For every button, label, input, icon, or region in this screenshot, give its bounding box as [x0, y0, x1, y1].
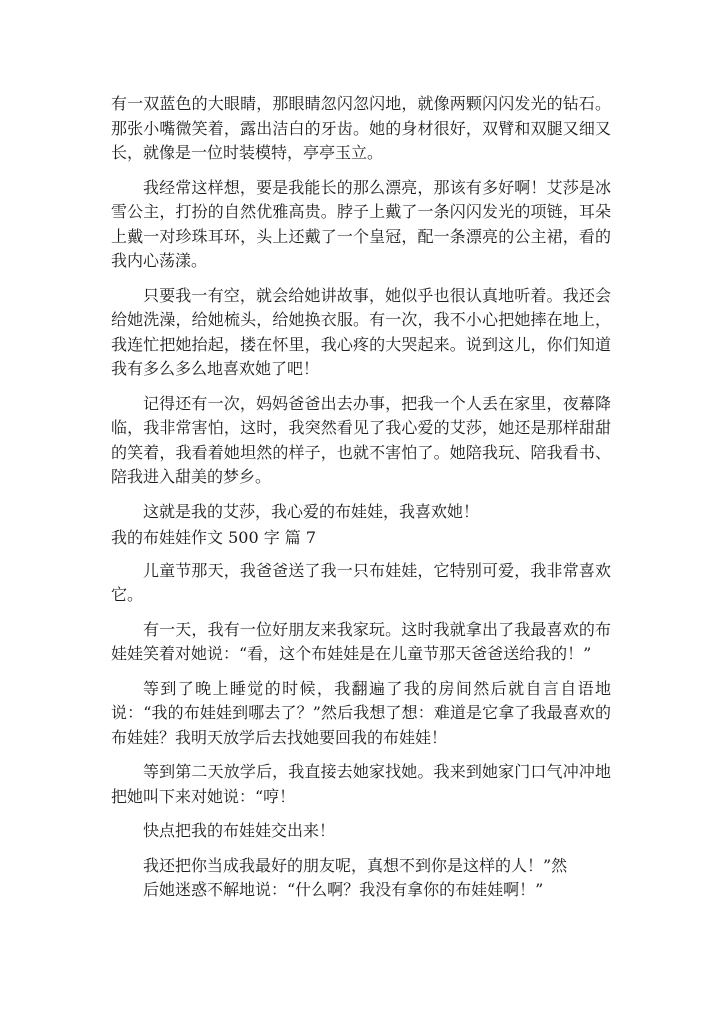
- paragraph-8: 等到了晚上睡觉的时候，我翻遍了我的房间然后就自言自语地说：“我的布娃娃到哪去了？”然后我想了想：难道是它拿了我最喜欢的布娃娃？我明天放学后去找她要回我的布娃娃！: [111, 678, 611, 747]
- paragraph-3: 只要我一有空，就会给她讲故事，她似乎也很认真地听着。我还会给她洗澡，给她梳头，给她换衣服。有一次，我不小心把她摔在地上，我连忙把她抬起，搂在怀里，我心疼的大哭起来。说到这儿，你们知道我有多么多么地喜欢她了吧！: [111, 285, 611, 378]
- paragraph-10: 快点把我的布娃娃交出来！: [143, 821, 336, 840]
- paragraph-7: 有一天，我有一位好朋友来我家玩。这时我就拿出了我最喜欢的布娃娃笑着对她说：“看，这个布娃娃是在儿童节那天爸爸送给我的！”: [111, 619, 611, 663]
- paragraph-5: 这就是我的艾莎，我心爱的布娃娃，我喜欢她！: [143, 501, 480, 521]
- paragraph-2: 我经常这样想，要是我能长的那么漂亮，那该有多好啊！艾莎是冰雪公主，打扮的自然优雅高贵。脖子上戴了一条闪闪发光的项链，耳朵上戴一对珍珠耳环，头上还戴了一个皇冠，配一条漂亮的公主裙，看的我内心荡漾。: [111, 177, 611, 270]
- document-page: [111, 92, 611, 913]
- closing-lines: [111, 854, 611, 903]
- paragraph-6: 儿童节那天，我爸爸送了我一只布娃娃，它特别可爱，我非常喜欢它。: [111, 560, 611, 604]
- closing-line-2: 后她迷惑不解地说：“什么啊？我没有拿你的布娃娃啊！”: [143, 880, 544, 899]
- paragraph-4: 记得还有一次，妈妈爸爸出去办事，把我一个人丢在家里，夜幕降临，我非常害怕，这时，我突然看见了我心爱的艾莎，她还是那样甜甜的笑着，我看着她坦然的样子，也就不害怕了。她陪我玩、陪我看书、陪我进入甜美的梦乡。: [111, 393, 611, 486]
- closing-line-1: 我还把你当成我最好的朋友呢，真想不到你是这样的人！”然: [143, 855, 568, 875]
- section-heading: 我的布娃娃作文 500 字 篇 7: [111, 528, 317, 547]
- paragraph-1: 有一双蓝色的大眼睛，那眼睛忽闪忽闪地，就像两颗闪闪发光的钻石。那张小嘴微笑着，露出洁白的牙齿。她的身材很好，双臂和双腿又细又长，就像是一位时装模特，亭亭玉立。: [111, 94, 611, 162]
- paragraph-9: 等到第二天放学后，我直接去她家找她。我来到她家门口气冲冲地把她叫下来对她说：“哼！: [111, 762, 611, 806]
